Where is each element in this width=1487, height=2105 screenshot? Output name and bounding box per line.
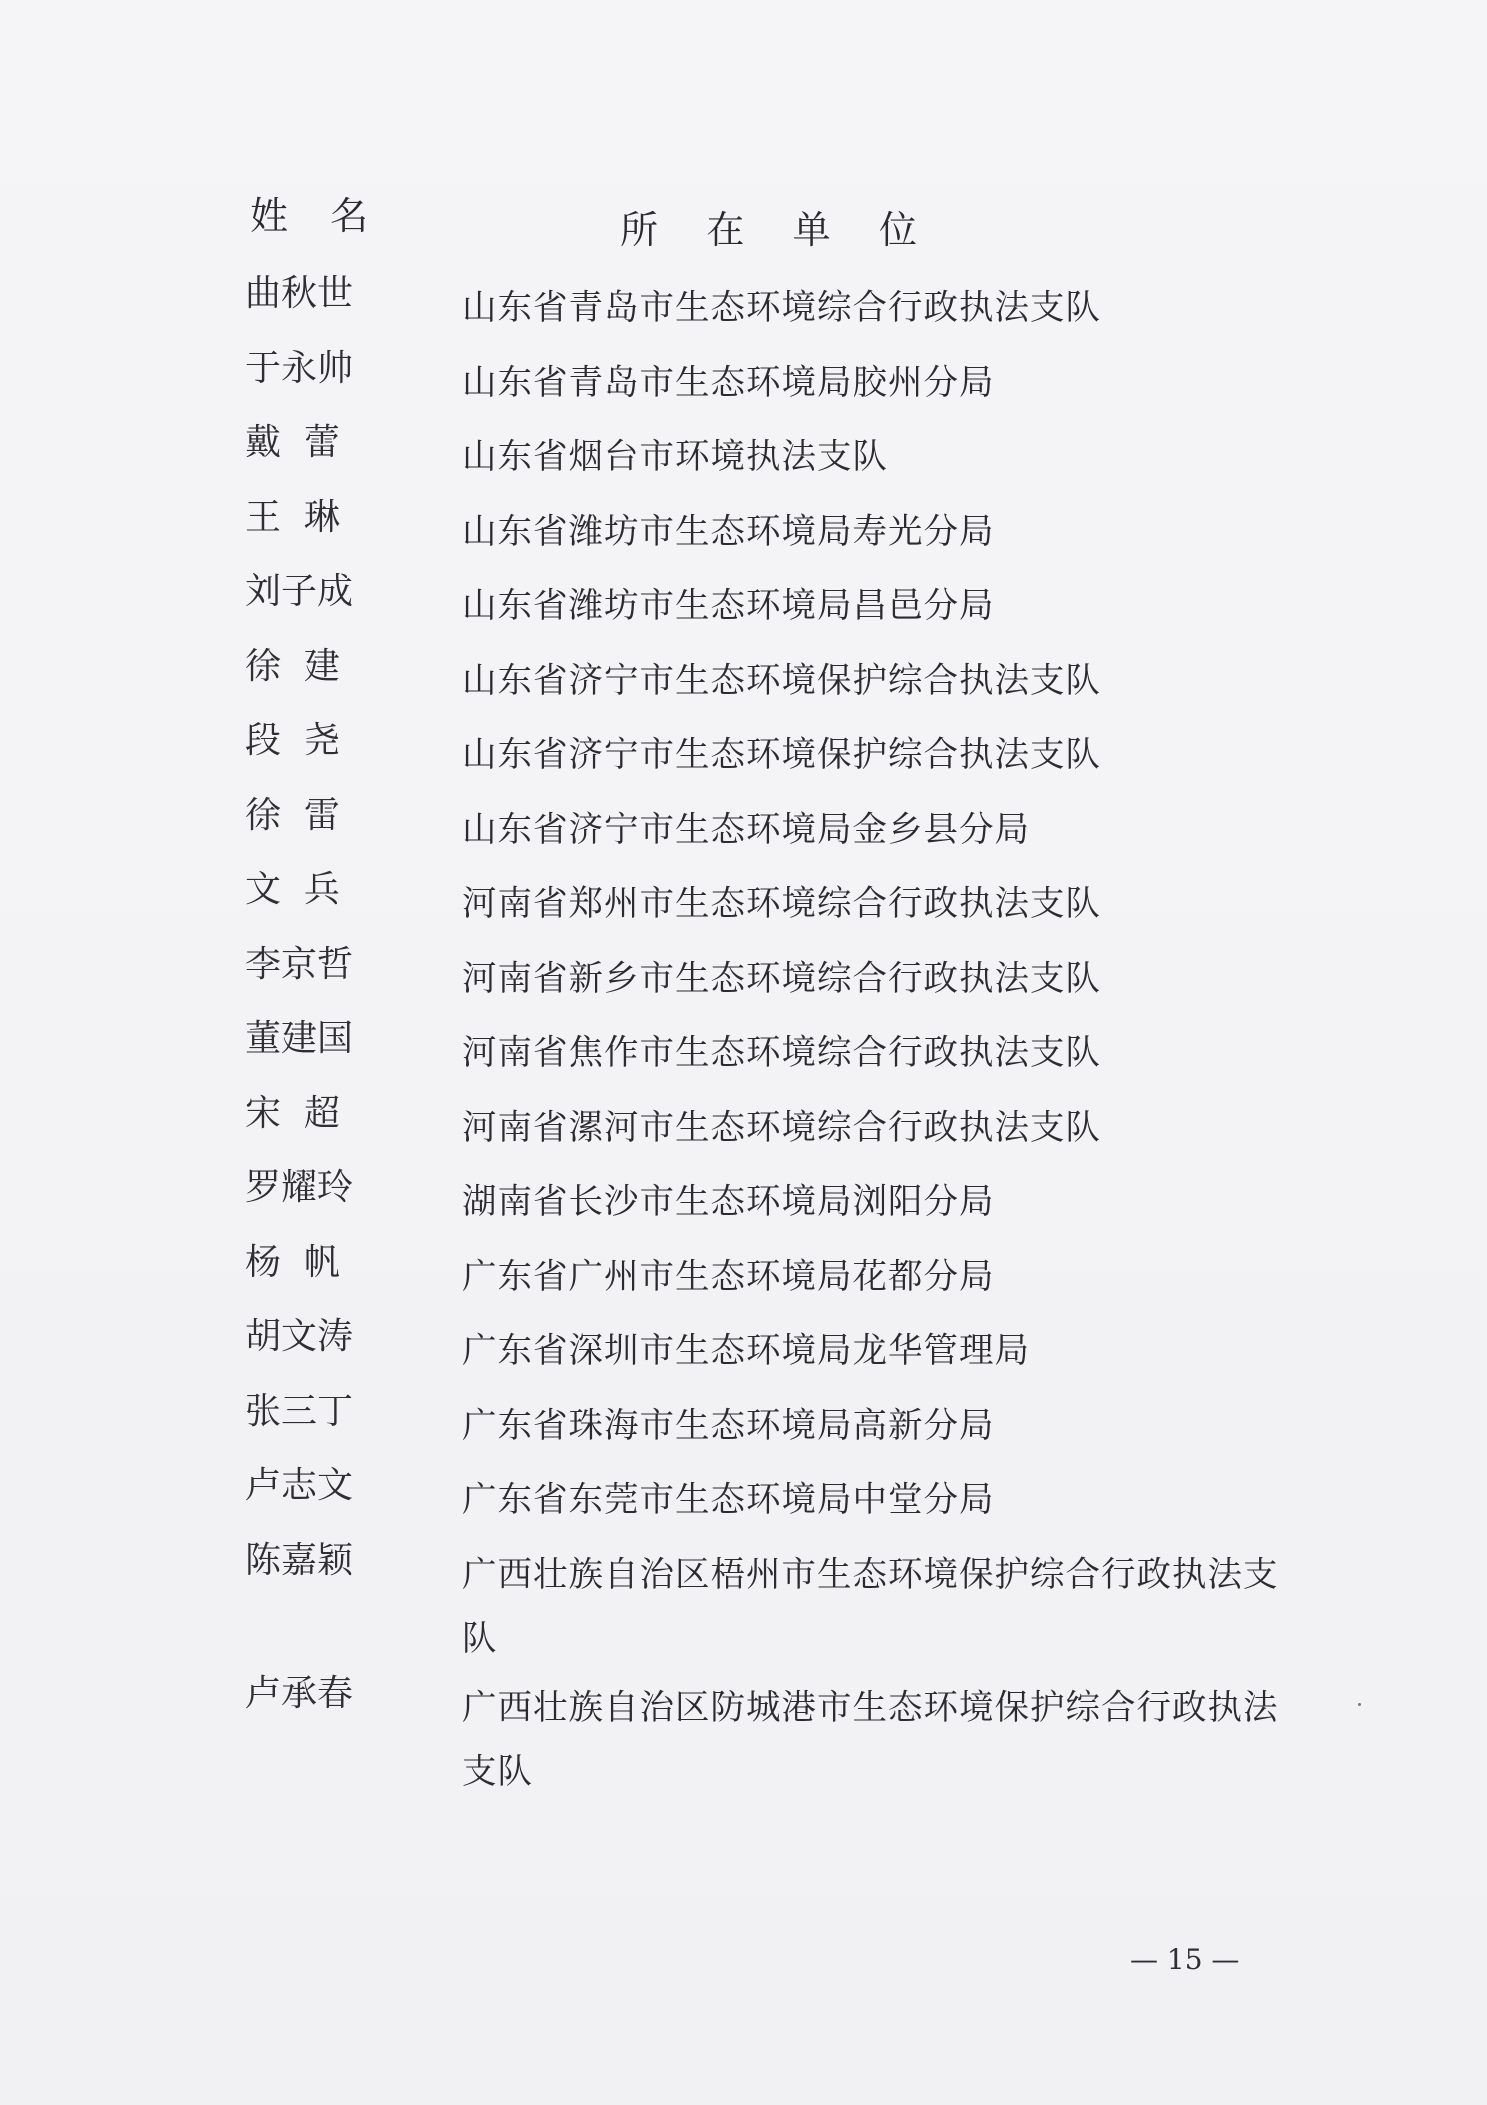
list-item bbox=[0, 933, 1487, 1008]
person-name: 曲秋世 bbox=[245, 273, 354, 314]
person-name: 李京哲 bbox=[245, 943, 354, 985]
person-name: 段 尧 bbox=[245, 720, 340, 761]
person-name: 王 琳 bbox=[245, 496, 340, 538]
list-item bbox=[0, 784, 1487, 859]
person-name: 戴 蕾 bbox=[245, 422, 340, 463]
list-item bbox=[0, 1529, 1487, 1662]
list-item bbox=[0, 1156, 1487, 1231]
list-item bbox=[0, 411, 1487, 486]
person-unit: 河南省新乡市生态环境综合行政执法支队 bbox=[462, 958, 1101, 999]
person-name: 徐 建 bbox=[245, 645, 340, 687]
person-unit: 河南省漯河市生态环境综合行政执法支队 bbox=[462, 1107, 1101, 1148]
person-name: 罗耀玲 bbox=[245, 1167, 354, 1208]
person-name: 杨 帆 bbox=[245, 1241, 340, 1283]
list-item bbox=[0, 486, 1487, 561]
person-unit: 山东省济宁市生态环境保护综合执法支队 bbox=[462, 660, 1101, 701]
list-item bbox=[0, 709, 1487, 784]
person-name: 文 兵 bbox=[245, 869, 340, 910]
person-unit: 河南省焦作市生态环境综合行政执法支队 bbox=[462, 1033, 1101, 1073]
person-unit: 河南省郑州市生态环境综合行政执法支队 bbox=[462, 884, 1101, 924]
name-column-header: 姓 名 bbox=[250, 194, 375, 238]
list-item bbox=[0, 1082, 1487, 1157]
list-item bbox=[0, 635, 1487, 710]
person-name: 卢志文 bbox=[245, 1465, 354, 1506]
list-item bbox=[0, 1380, 1487, 1455]
person-unit: 广东省东莞市生态环境局中堂分局 bbox=[462, 1480, 995, 1520]
person-name: 于永帅 bbox=[245, 347, 354, 389]
person-unit: 广东省深圳市生态环境局龙华管理局 bbox=[462, 1331, 1030, 1371]
page-number: — 15 — bbox=[1130, 1943, 1240, 1976]
list-item bbox=[0, 1305, 1487, 1380]
person-name: 董建国 bbox=[245, 1018, 354, 1059]
person-unit: 山东省潍坊市生态环境局昌邑分局 bbox=[462, 586, 995, 626]
person-unit: 山东省济宁市生态环境局金乡县分局 bbox=[462, 809, 1030, 850]
person-name: 陈嘉颖 bbox=[245, 1539, 354, 1581]
person-unit: 山东省潍坊市生态环境局寿光分局 bbox=[462, 511, 995, 552]
list-item bbox=[0, 1454, 1487, 1529]
person-unit: 山东省济宁市生态环境保护综合执法支队 bbox=[462, 735, 1101, 775]
person-unit: 湖南省长沙市生态环境局浏阳分局 bbox=[462, 1182, 995, 1222]
list-item bbox=[0, 262, 1487, 337]
person-unit: 广西壮族自治区防城港市生态环境保护综合行政执法支队 bbox=[462, 1687, 1279, 1792]
person-unit: 山东省烟台市环境执法支队 bbox=[462, 437, 888, 477]
unit-column-header: 所 在 单 位 bbox=[620, 208, 917, 252]
list-item bbox=[0, 1007, 1487, 1082]
person-name: 刘子成 bbox=[245, 571, 354, 612]
person-name: 胡文涛 bbox=[245, 1316, 354, 1357]
person-name: 张三丁 bbox=[245, 1390, 354, 1432]
person-name: 徐 雷 bbox=[245, 794, 340, 836]
person-name: 宋 超 bbox=[245, 1092, 340, 1134]
list-item bbox=[0, 1231, 1487, 1306]
person-name: 卢承春 bbox=[245, 1672, 354, 1714]
list-item bbox=[0, 560, 1487, 635]
person-unit: 广西壮族自治区梧州市生态环境保护综合行政执法支队 bbox=[462, 1554, 1279, 1659]
list-item bbox=[0, 1662, 1487, 1795]
person-unit: 山东省青岛市生态环境局胶州分局 bbox=[462, 362, 995, 403]
list-item bbox=[0, 858, 1487, 933]
list-item bbox=[0, 337, 1487, 412]
scan-speck bbox=[1358, 1703, 1361, 1706]
person-unit: 广东省广州市生态环境局花都分局 bbox=[462, 1256, 995, 1297]
personnel-list bbox=[0, 262, 1487, 1795]
person-unit: 广东省珠海市生态环境局高新分局 bbox=[462, 1405, 995, 1446]
table-header bbox=[0, 190, 1487, 260]
person-unit: 山东省青岛市生态环境综合行政执法支队 bbox=[462, 288, 1101, 328]
